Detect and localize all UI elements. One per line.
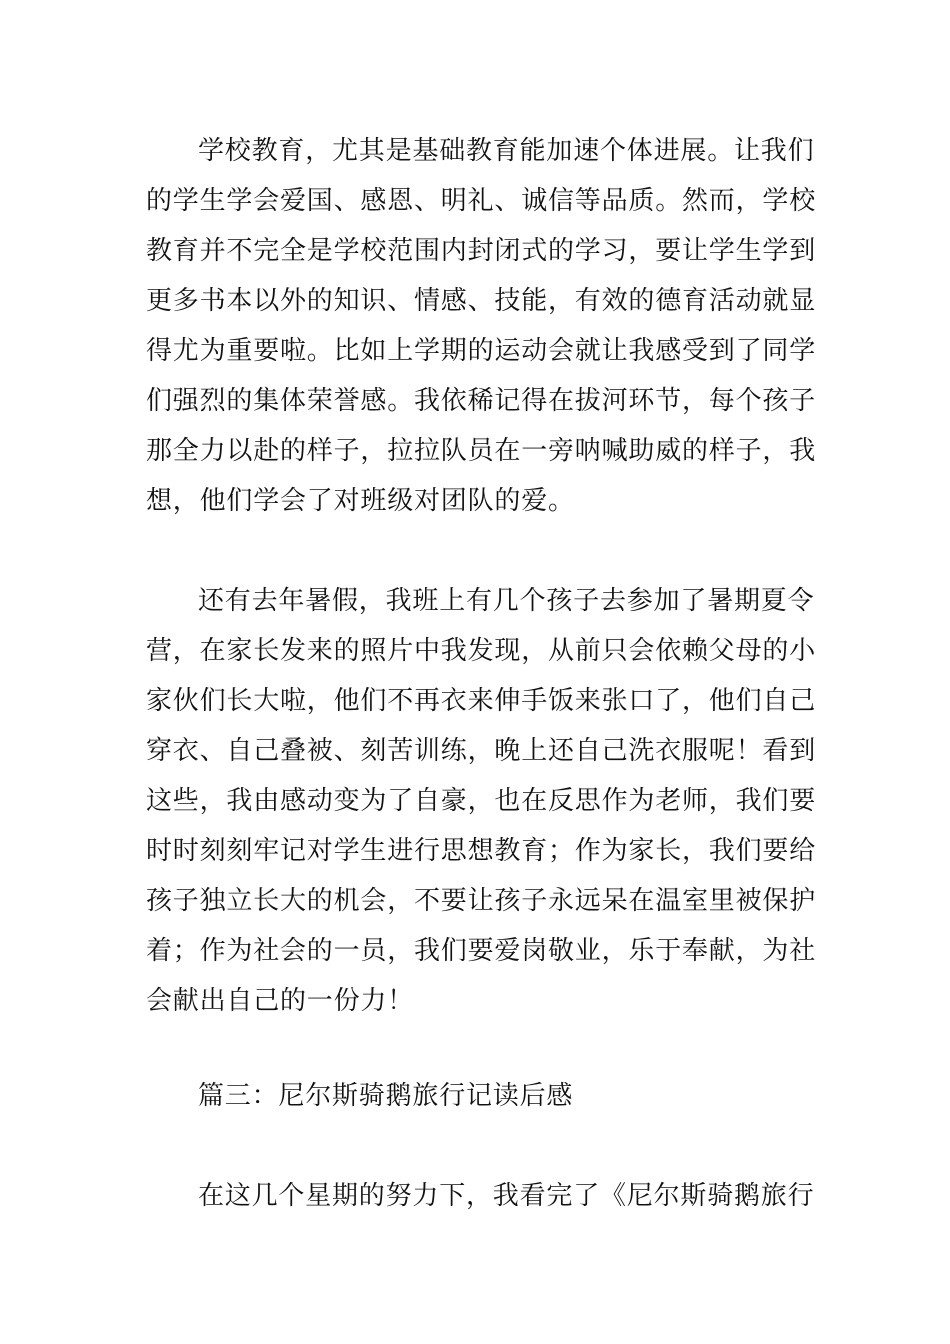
paragraph-line: 家伙们长大啦，他们不再衣来伸手饭来张口了，他们自己 bbox=[146, 686, 817, 716]
paragraph-line: 营，在家长发来的照片中我发现，从前只会依赖父母的小 bbox=[146, 636, 817, 666]
paragraph-line: 孩子独立长大的机会，不要让孩子永远呆在温室里被保护 bbox=[146, 886, 817, 916]
paragraph-line: 那全力以赴的样子，拉拉队员在一旁呐喊助威的样子，我 bbox=[146, 436, 817, 466]
paragraph-line: 着；作为社会的一员，我们要爱岗敬业，乐于奉献，为社 bbox=[146, 936, 817, 966]
paragraph-line: 得尤为重要啦。比如上学期的运动会就让我感受到了同学 bbox=[146, 336, 817, 366]
paragraph-line: 这些，我由感动变为了自豪，也在反思作为老师，我们要 bbox=[146, 786, 817, 816]
paragraph-line: 时时刻刻牢记对学生进行思想教育；作为家长，我们要给 bbox=[146, 836, 817, 866]
paragraph-line: 们强烈的集体荣誉感。我依稀记得在拔河环节，每个孩子 bbox=[146, 386, 817, 416]
paragraph-line: 的学生学会爱国、感恩、明礼、诚信等品质。然而，学校 bbox=[146, 186, 817, 216]
paragraph-line: 会献出自己的一份力！ bbox=[146, 986, 415, 1016]
paragraph-line: 教育并不完全是学校范围内封闭式的学习，要让学生学到 bbox=[146, 236, 817, 266]
paragraph-line: 穿衣、自己叠被、刻苦训练，晚上还自己洗衣服呢！看到 bbox=[146, 736, 817, 766]
paragraph-line: 还有去年暑假，我班上有几个孩子去参加了暑期夏令 bbox=[198, 586, 815, 616]
paragraph-line: 更多书本以外的知识、情感、技能，有效的德育活动就显 bbox=[146, 286, 817, 316]
paragraph-line: 想，他们学会了对班级对团队的爱。 bbox=[146, 486, 575, 516]
paragraph-line: 在这几个星期的努力下，我看完了《尼尔斯骑鹅旅行 bbox=[198, 1181, 815, 1211]
paragraph-line: 学校教育，尤其是基础教育能加速个体进展。让我们 bbox=[198, 136, 815, 166]
section-heading: 篇三：尼尔斯骑鹅旅行记读后感 bbox=[198, 1081, 574, 1111]
